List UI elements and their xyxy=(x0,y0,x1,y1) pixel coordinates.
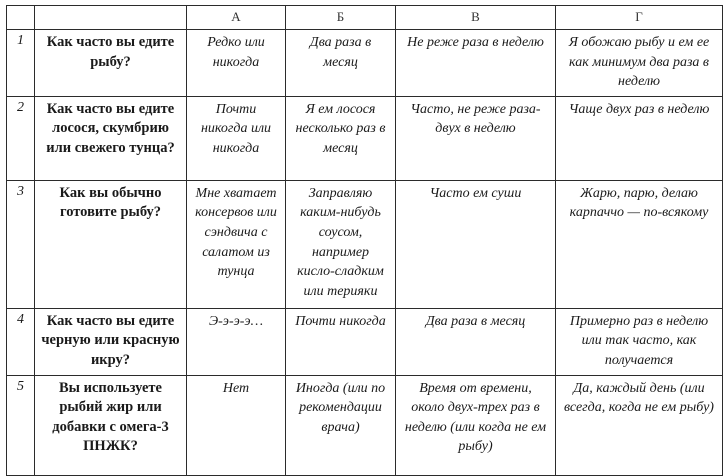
answer-cell-g: Примерно раз в неделю или так часто, как получается xyxy=(556,308,723,375)
question-cell: Как часто вы едите черную или красную икру? xyxy=(35,308,187,375)
row-number: 5 xyxy=(7,375,35,475)
answer-cell-g: Я обожаю рыбу и ем ее как минимум два раза в неделю xyxy=(556,30,723,97)
answer-cell-v: Не реже раза в неделю xyxy=(396,30,556,97)
answer-cell-a: Редко или никогда xyxy=(187,30,286,97)
table-row xyxy=(7,375,723,475)
question-cell: Как вы обычно готовите рыбу? xyxy=(35,180,187,308)
answer-cell-b: Иногда (или по рекомендации врача) xyxy=(286,375,396,475)
answer-cell-g: Да, каждый день (или всегда, когда не ем рыбу) xyxy=(556,375,723,475)
table-row xyxy=(7,96,723,180)
answer-cell-b: Почти никогда xyxy=(286,308,396,375)
table-row xyxy=(7,30,723,97)
answer-cell-v: Часто ем суши xyxy=(396,180,556,308)
row-number: 4 xyxy=(7,308,35,375)
answer-cell-b: Два раза в месяц xyxy=(286,30,396,97)
answer-cell-v: Время от времени, около двух-трех раз в неделю (или когда не ем рыбу) xyxy=(396,375,556,475)
answer-cell-b: Заправляю каким-нибудь соусом, например кисло-сладким или терияки xyxy=(286,180,396,308)
question-cell: Вы используете рыбий жир или добавки с омега-3 ПНЖК? xyxy=(35,375,187,475)
answer-cell-a: Э-э-э-э… xyxy=(187,308,286,375)
answer-cell-b: Я ем лосося несколько раз в месяц xyxy=(286,96,396,180)
question-cell: Как часто вы едите лосося, скумбрию или свежего тунца? xyxy=(35,96,187,180)
table-row xyxy=(7,308,723,375)
table-row xyxy=(7,180,723,308)
answer-cell-a: Нет xyxy=(187,375,286,475)
answer-cell-v: Два раза в месяц xyxy=(396,308,556,375)
answer-cell-g: Жарю, парю, делаю карпаччо — по-всякому xyxy=(556,180,723,308)
header-empty-num xyxy=(7,6,35,30)
row-number: 1 xyxy=(7,30,35,97)
fish-quiz-table xyxy=(6,5,723,476)
answer-cell-a: Мне хватает консервов или сэндвича с салатом из тунца xyxy=(187,180,286,308)
answer-cell-g: Чаще двух раз в неделю xyxy=(556,96,723,180)
question-cell: Как часто вы едите рыбу? xyxy=(35,30,187,97)
header-empty-question xyxy=(35,6,187,30)
column-header-g: Г xyxy=(556,6,723,30)
answer-cell-a: Почти никогда или никогда xyxy=(187,96,286,180)
table-header-row xyxy=(7,6,723,30)
column-header-b: Б xyxy=(286,6,396,30)
column-header-v: В xyxy=(396,6,556,30)
column-header-a: А xyxy=(187,6,286,30)
row-number: 3 xyxy=(7,180,35,308)
row-number: 2 xyxy=(7,96,35,180)
answer-cell-v: Часто, не реже раза-двух в неделю xyxy=(396,96,556,180)
